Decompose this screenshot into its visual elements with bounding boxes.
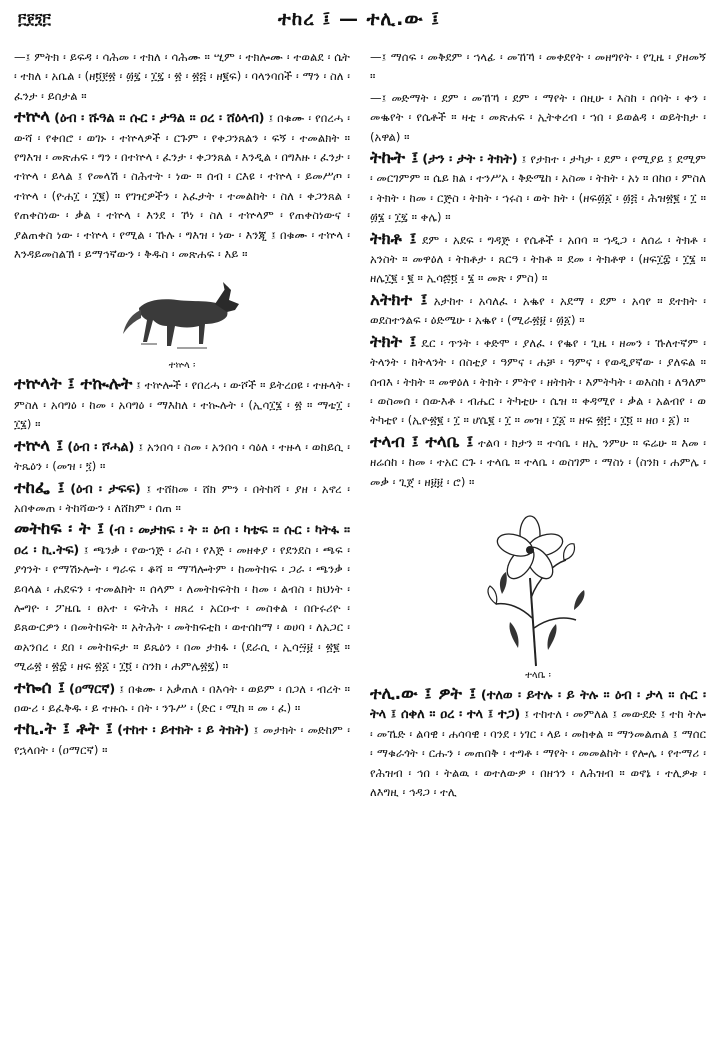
jackal-caption: ተኵላ ፡ [168, 360, 196, 372]
jackal-illustration [117, 270, 247, 358]
etymology: (ታን ፡ ታት ፡ ትክት) [422, 152, 518, 168]
dictionary-entry [370, 433, 706, 492]
entry-text: —፤ ማሰፍ ፡ መቅደም ፡ ኀላፊ ፡ መኸኻ ፡ መቀደየት ፡ መዘግየት ፡ የጊዜ ፡ ያዘመኝ ። [370, 50, 706, 84]
headword: ተከፌ ፤ [14, 477, 65, 498]
etymology: (ዕብ ፡ ሾሓል) [67, 439, 135, 455]
jackal-figure [14, 270, 350, 371]
dictionary-entry [14, 679, 350, 719]
headword: ተኵላት ፤ ተኲሉት [14, 374, 133, 395]
dictionary-entry [370, 333, 706, 431]
dictionary-entry [14, 520, 350, 676]
running-head: ተከረ ፤ — ተሊ.ው ፤ [277, 8, 440, 30]
etymology: (ዐማርኛ) [69, 681, 116, 697]
headword: አትክተ ፤ [370, 289, 428, 310]
right-column [370, 48, 706, 1048]
headword: ተኵላ ፤ [14, 435, 64, 456]
headword: ተላብ ፤ ተላቤ ፤ [370, 431, 474, 452]
headword: ትክት ፤ [370, 331, 417, 352]
left-column [14, 48, 350, 1048]
entry-text: ፤ የታክተ ፡ ታካታ ፡ ደም ፡ የሚያይ ፤ ደሚም ፡ መርገምም ። ሴይ ክል ፡ ተንሥአ ፡ ቅድሜከ ፡ አስመ ፡ ትክት ፡ አነ ። በከዐ ፡ ምስለ ፡ ትክት ፡ ከመ ፡ ርጅስ ፡ ትክት ፡ ኀሩስ ፡ ወት ክት ፡ (ዘፍ፴፩ ፡ ፴፭ ፡ ሕዝ፳፪ ፡ ፲ ። ፴፮ ፡ ፲፯ ። ቀሌ) ። [370, 152, 706, 225]
headword: ተኪ.ት ፤ ቶት ፤ [14, 719, 113, 740]
dictionary-entry [370, 685, 706, 802]
flax-caption: ተላቤ ፡ [525, 669, 551, 681]
entry-text: ተልባ ፡ ክታን ። ተሳቤ ፡ ዘኢ ንምሁ ። ፍሬሁ ። እመ ፡ ዘሬሰከ ፡ ከመ ፡ ተአር ርጉ ፡ ተላቤ ። ተላቤ ፡ ወስገም ፡ ማስነ ፡ (ስንክ ፡ ሐምሌ ፡ መቃ ፡ ጊጀ ፡ ዘ፱፱ ፡ ሮ) ። [370, 435, 706, 489]
entry-text: ዴር ፡ ጥንት ፡ ቀድሞ ፡ ያለፈ ፡ የቈየ ፡ ጊዜ ፡ ዘመን ፡ ኹለተኛም ፡ ትላንት ፡ ከትላንት ፡ በስቲያ ፡ ዓምና ፡ ሐቻ ፡ ዓምና ፡ የወዲያኛው ፡ ያለፍል ። ሰብእ ፡ ትክት ። መዋዕለ ፡ ትክት ፡ ምትየ ፡ ዘትክት ፡ እምትካት ፡ ወእስከ ፡ ለዓለም ፡ ወስመሰ ፡ ሰውእቶ ፡ ብሔር ፡ ትካቲሁ ፡ ሴዝ ። ቀዳሚየ ፡ ቃል ፡ አልብየ ፡ ወ ትካቲየ ፡ (ኢዮ፳፪ ፡ ፲ ። ሆሴ፪ ፡ ፲ ። መዝ ፡ ፲፩ ። ዘፍ ፳፫ ፡ ፲፬ ። ዘዐ ፡ ፩) ። [370, 335, 706, 428]
dictionary-entry [14, 437, 350, 477]
dictionary-entry [14, 479, 350, 519]
headword: ተኵላ [14, 107, 51, 128]
entry-text: ፤ ተሸከመ ፡ ሸክ ምን ፡ በትከሻ ፡ ያዘ ፡ አኖረ ፡ አበቀመጠ ፡ ትከሻውን ፡ ለሸክም ፡ ሰጠ ። [14, 481, 350, 515]
dictionary-entry [14, 108, 350, 264]
etymology: (ዕብ ፡ ታፍፍ) [70, 481, 141, 497]
entry-text: —፤ መድማት ፡ ደም ፡ መኸኻ ፡ ደም ፡ ማየት ፡ በዚሁ ፡ እስከ ፡ ሰባት ፡ ቀን ፡ መቈየት ፡ የሴቶች ። ዛቲ ፡ መጽሐፍ ፡ ኢትቀረብ ፡ ኀበ ፡ ይወልዳ ፡ ወይትክታ ፡ (አዋል) ። [370, 90, 706, 144]
headword: ትኩት ፤ [370, 148, 419, 169]
entry-text: ደም ፡ አደፍ ፡ ግዳጅ ፡ የሴቶች ፡ አበባ ። ኀዲጋ ፡ ለሰሬ ፡ ትክቶ ፡ አንስት ። መዋዕለ ፡ ትክቶታ ፡ ጸርዓ ፡ ትክቶ ። ደመ ፡ ትክቶዋ ፡ (ዘፍ፲፰ ፡ ፲፮ ። ዘሌ፲፪ ፡ ፪ ። ኢሳ፷፬ ፡ ፮ ። መጽ ፡ ምስ) ። [370, 232, 706, 286]
entry-text: ፤ ጫንቃ ፡ የውኀጅ ፡ ራስ ፡ የእጅ ፡ መዘቀያ ፡ የደንደስ ፡ ጫፍ ፡ ያጎንት ፡ የማሽኑሎት ፡ ግራፍ ፡ ቆሻ ። ማኻሎትም ፡ ከመትከፍ ፡ ጋራ ፡ ጫንቃ ፡ ይባላል ፡ ሐደፍን ፡ ተመልክት ። ሰላም ፡ ለመትከፍትከ ፡ ከመ ፡ ልብስ ፡ ክህነት ፡ ሎግዮ ፡ ፖዜቤ ፡ ፀአተ ፡ ፍትሕ ፡ ዘጸረ ፡ አርዑተ ፡ መስቀል ፡ በቡሩሪዮ ፡ ይጸውርዎን ፡ በመትከፍት ። አትሕት ፡ መትክፍቲከ ፡ ወተሰከማ ፡ ወሀባ ፡ ለአጋር ፡ ወአንበረ ፡ ደበ ፡ መትከፍታ ። ይጼዕን ፡ በመ ታክፋ ፡ (ደራሲ ፡ ኢሳ፵፱ ፡ ፳፪ ። ሚሬ፳ ፡ ፳፰ ፡ ዘፍ ፳፩ ፡ ፲፬ ፡ ስንክ ፡ ሐምሌ፳፯) ። [14, 542, 350, 674]
page-header [0, 0, 718, 40]
entry-text: ፤ መታክት ፡ መድከም ፡ የኋላበት ፡ (ዐማርኛ) ። [14, 723, 350, 757]
dictionary-entry [370, 230, 706, 289]
flax-plant-illustration [478, 498, 598, 668]
headword: መትከፍ ፡ ት ፤ [14, 519, 105, 540]
etymology: (ተለወ ፡ ይተሉ ፡ ይ ትሉ ። ዕብ ፡ ታላ ። ሱር ፡ ትላ ፤ ሰቀለ ። ዐረ ፡ ተላ ፤ ተጋ) [370, 687, 706, 723]
headword: ትክቶ ፤ [370, 228, 417, 249]
entry-text: ፤ አንበሳ ፡ ስመ ፡ አንበሳ ፡ ሳዕለ ፡ ተዙላ ፡ ወከይሲ ፡ ትጼዕን ፡ (መዝ ፡ ፺) ። [14, 439, 350, 474]
headword: ተኰሰ ፤ [14, 677, 65, 698]
page-number: ፫፻፺፫ [18, 10, 51, 28]
etymology: (ብ ፡ መታክፍ ፡ ት ። ዕብ ፡ ካቴፍ ። ሱር ፡ ካትፋ ። ዐረ ፡ ኪ.ትፍ) [14, 523, 350, 558]
flax-figure [370, 498, 706, 681]
dictionary-entry [370, 48, 706, 87]
entry-text: ፤ በቁሙ ፡ የበረሓ ፡ ውሻ ፡ የቀበሮ ፡ ወገኑ ፡ ተኵላዎች ፡ ርጉም ፡ የቀጋንጸልን ፡ ፍኝ ፡ ተመልክት ። የግእዝ ፡ መጽሐፍ ፡ ግን ፡ በተኵላ ፡ ፈንታ ፡ ቀጋንጸል ፡ እንዲል ፡ በግእዙ ፡ ፈንታ ፡ ተኵላ ፡ ይላል ፤ የመላሽ ፡ ስሕተት ፡ ነው ። ሰብ ፡ ርእዩ ፡ ተኵላ ፡ ይመሥጦ ፡ ተኵላ ፡ (ዮሐ፲ ፡ ፲፪) ። የገዢዎችን ፡ አፈታት ፡ ተመልከት ፡ ስለ ፡ ቀጋንጸል ፡ የጠቀስነው ፡ ቃል ፡ ተኵላ ፡ እንደ ፡ ኾነ ፡ ስለ ፡ ተኵላም ፡ የጠቀስነውና ፡ ያልጠቀስ ነው ፡ ተኵላ ፡ የሚል ፡ ኹሉ ፡ ግእዝ ፡ ነው ፡ እንጂ ፤ በቁሙ ፡ ተኵላ ፡ እንዳይመስልኽ ፡ ይማኅኛውን ፡ ቅዱስ ፡ መጽሐፍ ፡ እይ ። [14, 111, 350, 262]
etymology: (ተከተ ፡ ይተክት ፡ ይ ትክት) [117, 723, 250, 739]
dictionary-entry [370, 149, 706, 228]
entry-text: ፤ ተኵሎች ፡ የበረሓ ፡ ውሾች ። ይትረዐዩ ፡ ተዙላት ፡ ምስለ ፡ አባግዕ ፡ ከመ ፡ አባግዕ ፡ ማእከለ ፡ ተኲሉት ፡ (ኢሳ፲፮ ፡ ፳ ። ማቴ፲ ፡ ፲፮) ። [14, 378, 350, 432]
dictionary-entry: —፤ ምትክ ፡ ይፍዳ ፡ ሳሕመ ፡ ተክለ ፡ ሳሕሙ ። ሢም ፡ ተክሎሙ ፡ ተወልደ ፡ ሴት ፡ ተክለ ፡ አቤል ፡ (ዘ፬፻፳ ፡ ፴፯ ፡ ፲፯ ፡ ፳ ፡ ፳፭ ፡ ዘ፪ፍ) ፡ ባላንባበች ፡ ማን ፡ ስለ ፡ ፈንታ ፡ ይሰታል ። [14, 50, 350, 103]
dictionary-entry [14, 375, 350, 434]
entry-text: ፤ በቁሙ ፡ አቃጠለ ፡ በእሳት ፡ ወይም ፡ በጋለ ፡ ብረት ። ዐውሪ ፡ ይፈቅዱ ፡ ይ ተዙሱ ፡ በት ፡ ንጉሥ ፡ (ድር ፡ ሚከ ። መ ፡ ፈ) ። [14, 681, 350, 715]
headword: ተሊ.ው ፤ ዎት ፤ [370, 683, 477, 704]
etymology: (ዕብ ፡ ሹዓል ። ሱር ፡ ታዓል ። ዐረ ፡ ሸዕላብ) [54, 111, 265, 127]
dictionary-entry [370, 89, 706, 147]
dictionary-entry [370, 291, 706, 331]
dictionary-entry [14, 720, 350, 760]
entry-text: አታከተ ፡ አሳለፈ ፡ አቈየ ፡ አደማ ፡ ደም ፡ አሳየ ። ደተክት ፡ ወደስተንልፍ ፡ ዕድሜሁ ፡ አቈየ ፡ (ሚራ፳፱ ፡ ፴፩) ። [370, 293, 706, 328]
entry-text: ፤ ተከተለ ፡ መምለል ፤ መውደድ ፤ ተከ ትሎ ፡ መኼድ ፡ ልባዊ ፡ ሐሳባዊ ፡ ባንደ ፡ ነገር ፡ ላይ ፡ መከቀል ። ማንመልጠል ፤ ማሰር ፡ ማቁራጎት ፡ ርሑን ፡ መጠበቅ ፡ ተግቶ ፡ ማየት ፡ መመልከት ፡ የሎሌ ፡ የተማሪ ፡ የሕዝብ ፡ ኅበ ፡ ትልዉ ፡ ወተለውዎ ፡ በዘኅን ፡ ለሕዝብ ። ወኖኔ ፡ ተሊዎቱ ፡ ለእግዚ ፡ ኅዳጋ ፡ ተሊ [370, 707, 706, 799]
